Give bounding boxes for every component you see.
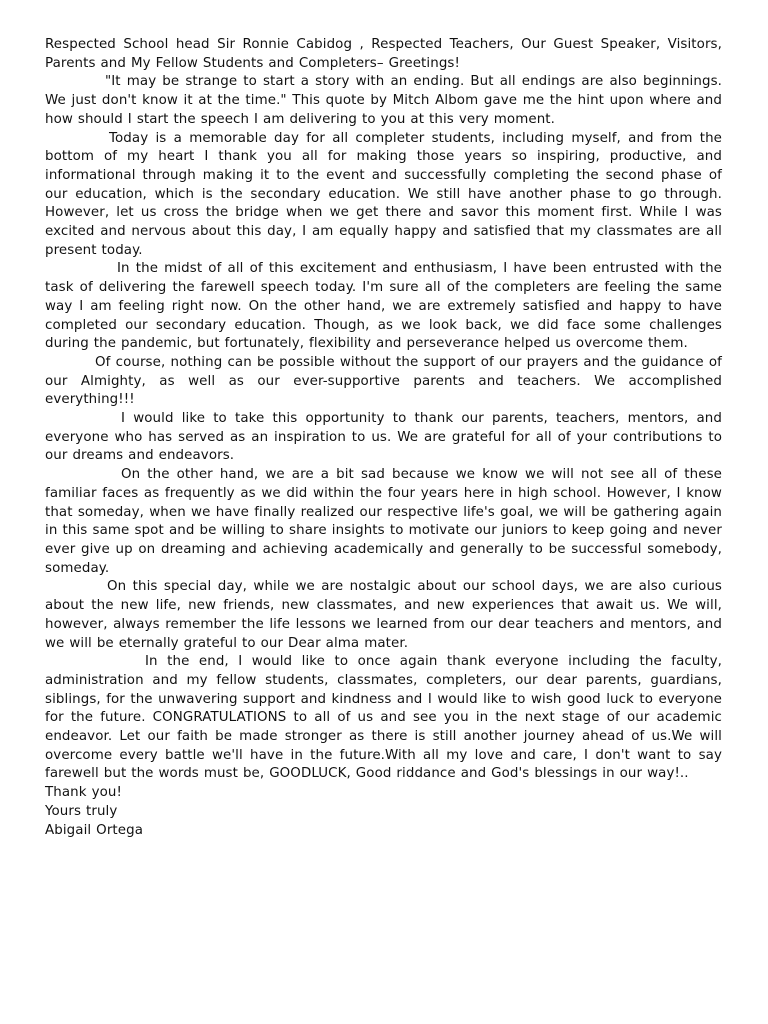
paragraph-memorable-day: Today is a memorable day for all completer students, including myself, and from the bottom of my heart I thank you all for making those years so inspiring, productive, and informational through making it to the event and successfully completing the second phase of our education, which is the secondary education. We still have another phase to go through. However, let us cross the bridge when we get there and savor this moment first. While I was excited and nervous about this day, I am equally happy and satisfied that my classmates are all present today.: [45, 130, 722, 258]
sign-off: Yours truly: [45, 803, 118, 819]
paragraph-conclusion: In the end, I would like to once again thank everyone including the faculty, administration and my fellow students, classmates, completers, our dear parents, guardians, siblings, for the unwavering support and kindness and I would like to wish good luck to everyone for the future. CONGRATULATIONS to all of us and see you in the next stage of our academic endeavor. Let our faith be made stronger as there is still another journey ahead of us.We will overcome every battle we'll have in the future.With all my love and care, I don't want to say farewell but the words must be, GOODLUCK, Good riddance and God's blessings in our way!..: [45, 654, 722, 782]
salutation: Respected School head Sir Ronnie Cabidog , Respected Teachers, Our Guest Speaker, Visitors, Parents and My Fellow Students and Completers– Greetings!: [45, 37, 722, 71]
paragraph-opening-quote: "It may be strange to start a story with an ending. But all endings are also beginnings. We just don't know it at the time." This quote by Mitch Albom gave me the hint upon where and how should I start the speech I am delivering to you at this very moment.: [45, 74, 722, 127]
paragraph-support: Of course, nothing can be possible without the support of our prayers and the guidance of our Almighty, as well as our ever-supportive parents and teachers. We accomplished everything!!!: [45, 354, 722, 408]
paragraph-farewell-task: In the midst of all of this excitement and enthusiasm, I have been entrusted with the task of delivering the farewell speech today. I'm sure all of the completers are feeling the same way I am feeling right now. On the other hand, we are extremely satisfied and happy to have completed our secondary education. Though, as we look back, we did face some challenges during the pandemic, but fortunately, flexibility and perseverance helped us overcome them.: [45, 261, 722, 352]
paragraph-new-life: On this special day, while we are nostalgic about our school days, we are also curious about the new life, new friends, new classmates, and new experiences that await us. We will, however, always remember the life lessons we learned from our dear teachers and mentors, and we will be eternally grateful to our Dear alma mater.: [45, 579, 722, 651]
closing-line: Thank you!: [45, 785, 122, 801]
paragraph-sadness: On the other hand, we are a bit sad because we know we will not see all of these familiar faces as frequently as we did within the four years here in high school. However, I know that someday, when we have finally realized our respective life's goal, we will be gathering again in this same spot and be willing to share insights to motivate our juniors to keep going and never ever give up on dreaming and achieving academically and generally to be successful somebody, someday.: [45, 467, 722, 576]
speech-document: [45, 36, 722, 840]
paragraph-thanks: I would like to take this opportunity to thank our parents, teachers, mentors, and everyone who has served as an inspiration to us. We are grateful for all of your contributions to our dreams and endeavors.: [45, 411, 722, 464]
author-name: Abigail Ortega: [45, 822, 144, 838]
